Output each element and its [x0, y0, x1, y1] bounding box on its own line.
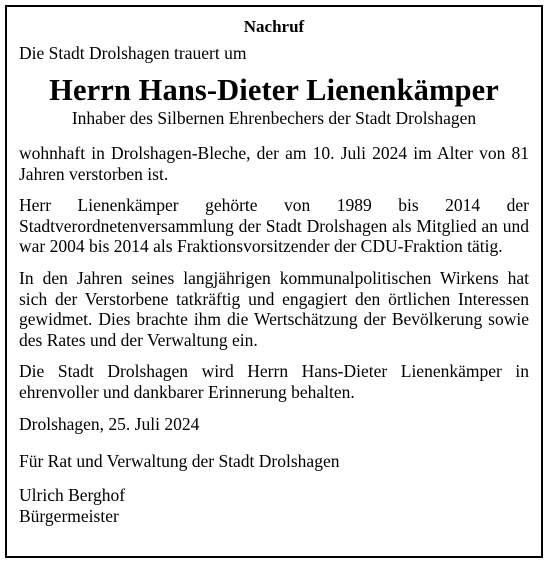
honor-line: Inhaber des Silbernen Ehrenbechers der Stadt Drolshagen — [71, 108, 477, 128]
intro-line: Die Stadt Drolshagen trauert um — [19, 43, 247, 63]
paragraph-residence: wohnhaft in Drolshagen-Bleche, der am 10. Juli 2024 im Alter von 81 Jahren verstorben ist. — [19, 143, 529, 184]
paragraph-remembrance: Die Stadt Drolshagen wird Herrn Hans-Dieter Lienenkämper in ehrenvoller und dankbarer Erinnerung behalten. — [19, 361, 529, 402]
place-date: Drolshagen, 25. Juli 2024 — [19, 413, 200, 434]
paragraph-council-membership: Herr Lienenkämper gehörte von 1989 bis 2014 der Stadtverordnetenversammlung der Stadt Drolshagen als Mitglied an und war 2004 bis 2014 als Fraktionsvorsitzender der CDU-Fraktion tätig. — [19, 195, 529, 257]
deceased-name: Herrn Hans-Dieter Lienenkämper — [49, 73, 499, 107]
notice-body — [19, 17, 529, 527]
signatory-title: Bürgermeister — [19, 505, 119, 526]
obituary-notice — [5, 5, 543, 558]
on-behalf-line: Für Rat und Verwaltung der Stadt Drolshagen — [19, 450, 340, 471]
signatory-name: Ulrich Berghof — [19, 484, 126, 505]
paragraph-commitment: In den Jahren seines langjährigen kommunalpolitischen Wirkens hat sich der Verstorbene tatkräftig und engagiert den örtlichen Interessen gewidmet. Dies brachte ihm die Wertschätzung der Bevölkerung sowie des Rates und der Verwaltung ein. — [19, 267, 529, 350]
notice-heading: Nachruf — [243, 17, 305, 36]
